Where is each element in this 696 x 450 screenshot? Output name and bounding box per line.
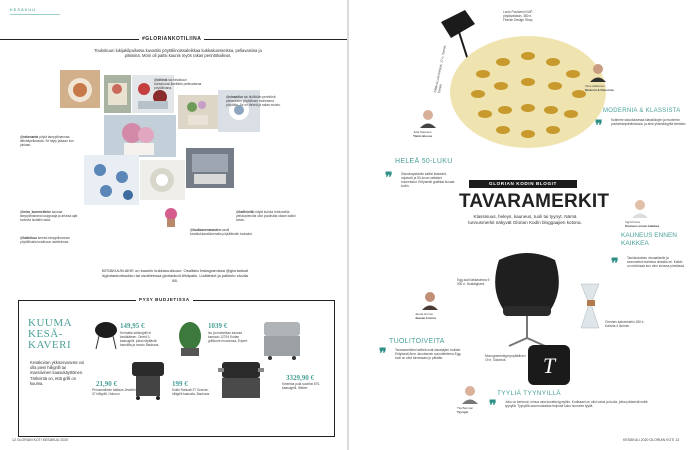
vertical-caption: Kiiltävä Lola-kangas, 17 e, Tammi-Tammi [433,44,448,94]
svg-text:T: T [542,353,556,378]
deals-header: PYSY BUDJETISSA [136,297,193,302]
blogger-tiia: Tiia Barman Tyynyjä [457,406,474,414]
tuoli-quote-icon: ❞ [379,347,387,362]
caption-3: @sinachko sai äidiltiään perintönä pellavaisen pöytäliinan muhkeana pöydälle. Se on tärkeä ja rakas muisto. [226,95,281,107]
desc-3: Kokki Rahuati 37 Grande-hiiligrilli kaasulla, Bauhaus. [172,388,211,396]
photo-lace [140,160,185,200]
competition-text: KESÄKUUN AIHE on kauniin kukkaruukkuun. Osallistu Instagramissa @gloriankoti #gloriankotiruukku tai osoitteessa gloriankoti.fi/kilpailu. Lisätiedot ja palkinto sivulla 88. [101,268,249,283]
avatar-irina [589,62,607,82]
helea-text: Sisustusystävän kaikki klassikot, nojatuoli ja 50-luvun sellaiset huonekalut. Erityisesti grafiikat kuvaat kodin. [401,172,455,188]
photo-basket [104,75,131,113]
blogger-jaana: Jaana Hurme Jaanan kotona [415,312,437,320]
avatar-tiia [461,384,479,404]
blogger-irina: Irina Heikkinen Moderni & Klassista [585,84,614,92]
section-label: KESÄKUU [10,7,37,12]
kauneus-heading: KAUNEUS ENNEN KAIKKEA [621,232,677,247]
caption-4: @mira_kummeliinke kaunaa tamppilinanana kauppaaja ja arkeaa ajat tuolevia isoäidin lasia. [20,210,78,222]
banner-title: #GLORIANKOTILIINA [139,36,204,42]
tyyli-text: Joku on kertonut, minua osia kuvalta tyynyihin. Kodissani on ollut valoa ja tuulia, jotka pääsevät esille tyynyllä. Tyynyillä saa muokattua helposti koko huoneen tyyliä. [505,400,648,408]
section-rule [10,14,60,15]
main-lead: Klassisuus, heleys, kauneus, tuoli tai tyynyt. Nämä tunnusmerkit näkyvät Glorian Kodin bloggaajien kotona. [468,214,582,225]
price-2: 149,95 € [120,322,145,330]
price-5: 3329,90 € [286,374,314,382]
desc-4: Iso ja maineikas sauvaa kamado 12794 Kodan grillikone muodossa, Expert. [208,331,249,343]
chemex-caption: Chemex-kahvinkeitin 180 e, Kahvila 4 Ikuinen. [605,320,645,328]
price-3: 199 € [172,380,188,388]
chemex [577,282,603,330]
price-1: 21,90 € [96,380,117,388]
avatar-julia [419,108,437,128]
avatar-jaana [421,290,439,310]
blogger-ingrid: Ingrid Cora Kauneus ennen kaikkea [625,220,660,228]
tuoli-heading: TUOLITOIVEITA [389,338,445,345]
intro-text: Toukokuun lukijakilpailussa kuvattiin pöytäliinoissaleikkaa kukkakuosseissa, pellavaisina ja pitsisinä. Moni oli paitsi kaunis myös rakas perintökalleus. [94,48,262,59]
caption-1: @idhinik sai kesäkuun kukkakuosi-itseltään pellavaisena pöytäliinana. [154,78,202,90]
egg-chair [487,250,567,350]
caption-6: @laukkanenanasten naulti kesäkukkavalikoimalla pöytäliinalle tuukaksi. [190,228,253,236]
desc-5: Kinemas pola suuriksi 670-kaasugrilli, Weber. [282,382,321,390]
right-page [349,0,696,450]
right-footer: KESÄKUU 2020 GLORIAN KOTI 13 [623,438,680,442]
modern-quote-icon: ❞ [595,119,603,134]
helea-heading: HELEÄ 50-LUKU [395,158,453,165]
price-4: 1039 € [208,322,228,330]
deals-title: KUUMA KESÄ-KAVERI [28,317,72,351]
photo-flowers [178,95,218,129]
tyyli-quote-icon: ❞ [489,399,497,414]
egg-caption: Egg-tuoli tahkasimna 9 000 e, Nostalgiseni. [457,278,490,286]
grill-steel [260,318,304,362]
photo-pot-plant [160,206,182,228]
kauneus-text: Taulukokoisen visuaaliselle ja tunnustetut mahtava oikealla eri. Kaikki on mieluisaa kun olen sivussa pimeässä. [627,256,685,268]
photo-pink-flowers [104,115,176,157]
avatar-ingrid [631,198,649,218]
main-title: TAVARAMERKIT [459,191,610,212]
helea-quote-icon: ❞ [385,171,393,186]
caption-7: @kaiinikuu kerrasi tamppilinannan pöytäliinalla kesäkuun asettelussa. [20,236,70,244]
modern-text: Kotimme sisustuksessa klassikkojen ja modernin puutarhanpiirtämäosia, ja aina yhtenäisyyttä kiertäen. [611,118,687,126]
modern-heading: MODERNIA & KLASSISTA [603,108,681,114]
kauneus-quote-icon: ❞ [611,257,619,272]
deals-intro: Kesäkoiran ykköosvaruste voi olla pieni hiiligrilli tai massiivinen kaasukäyttöinen. Tärkeintä on, että grilli on kuuma. [30,360,85,386]
patterned-plate [443,34,613,152]
left-page [0,0,347,450]
grill-kamado [175,318,205,358]
desc-2: Kermalla sähkögrilli ei kesäkäteen. Onerit 3-kaasugrilli, jotka näyttävät kauniilta ja muoto Bauhaus. [120,331,160,347]
photo-patterned-cloth [84,155,139,205]
tuoli-text: Tavaramerkkini selkeä ovat sisustajien tuoliset. Erityisesti Arne Jacobsenin suunnittelema Egg-tuoli on ollut toiveissani jo pitkään. [395,348,462,360]
desc-1: Perusmallinen kattava Jewellin 37 hiiligrilli, Hoboon. [92,388,136,396]
caption-5: @kalliviniiki näytä kuinka retolostella peikkopieruilla ollut puulinalla ollaan kaikki toista. [236,210,296,222]
tyyli-heading: TYYLIÄ TYYNYILLÄ [497,390,561,397]
lamp-caption: Louis Poulsenin NJP-pöytävalaisin, 380 e, Finnish Design Shop. [503,10,534,22]
photo-interior [186,148,234,188]
caption-2: @rakenanta pöytä tamppilinannaa äitinsäpellavasta. Se täyty jalkaan kun juhlaan. [20,135,74,147]
blogger-julia: Julia Salenius Tämä talossa [413,130,433,138]
grill-kettle-small [92,320,120,350]
pillow-caption: Monogrammityynynpäällinen 19 e, Salonkot. [485,354,526,362]
photo-cake [60,70,100,108]
grill-big-gas [218,358,264,402]
blog-banner: GLORIAN KODIN BLOGIT [489,181,557,186]
left-footer: 12 GLORIAN KOTI KESÄKUU 2020 [12,438,69,442]
monogram-pillow [525,342,573,388]
grill-gas-cart [128,358,168,400]
